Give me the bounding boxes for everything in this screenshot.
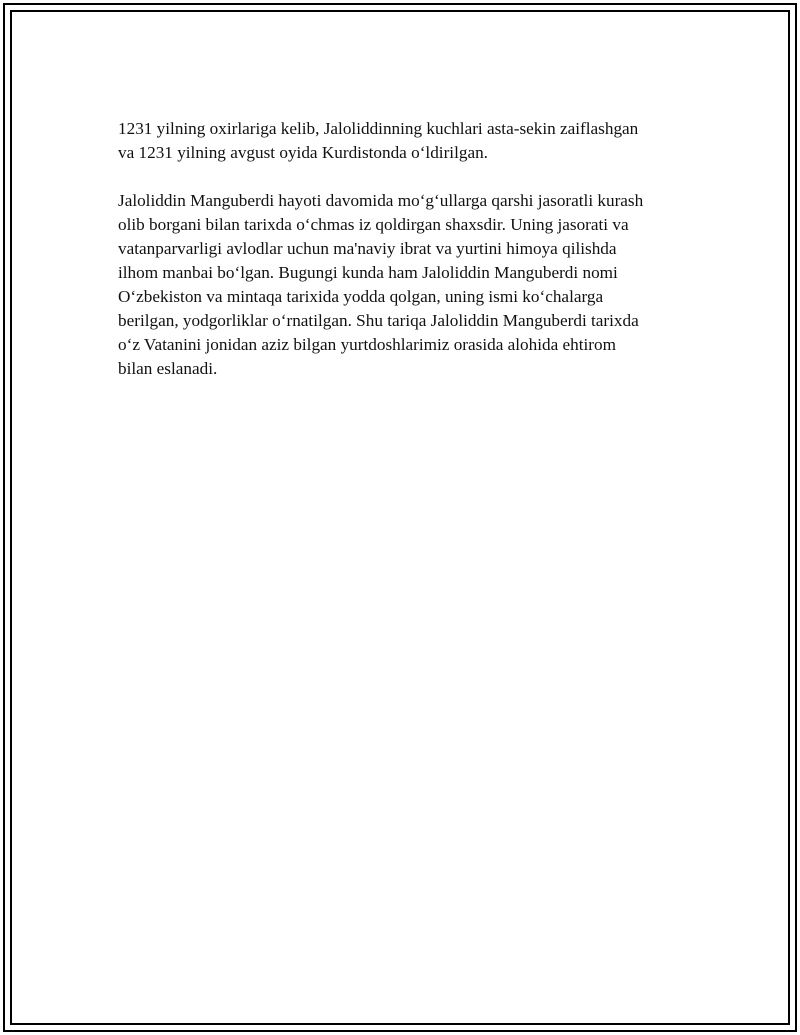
paragraph-2: Jaloliddin Manguberdi hayoti davomida moʻgʻullarga qarshi jasoratli kurash olib borgani bilan tarixda oʻchmas iz qoldirgan shaxsdir. Uning jasorati va vatanparvarligi avlodlar uchun ma'naviy ibrat va yurtini himoya qilishda ilhom manbai boʻlgan. Bugungi kunda ham Jaloliddin Manguberdi nomi Oʻzbekiston va mintaqa tarixida yodda qolgan, uning ismi koʻchalarga berilgan, yodgorliklar oʻrnatilgan. Shu tariqa Jaloliddin Manguberdi tarixda oʻz Vatanini jonidan aziz bilgan yurtdoshlarimiz orasida alohida ehtirom bilan eslanadi. [118, 191, 644, 378]
document-body [118, 117, 693, 405]
paragraph-1: 1231 yilning oxirlariga kelib, Jaloliddinning kuchlari asta-sekin zaiflashgan va 1231 yilning avgust oyida Kurdistonda oʻldirilgan. [118, 119, 639, 162]
